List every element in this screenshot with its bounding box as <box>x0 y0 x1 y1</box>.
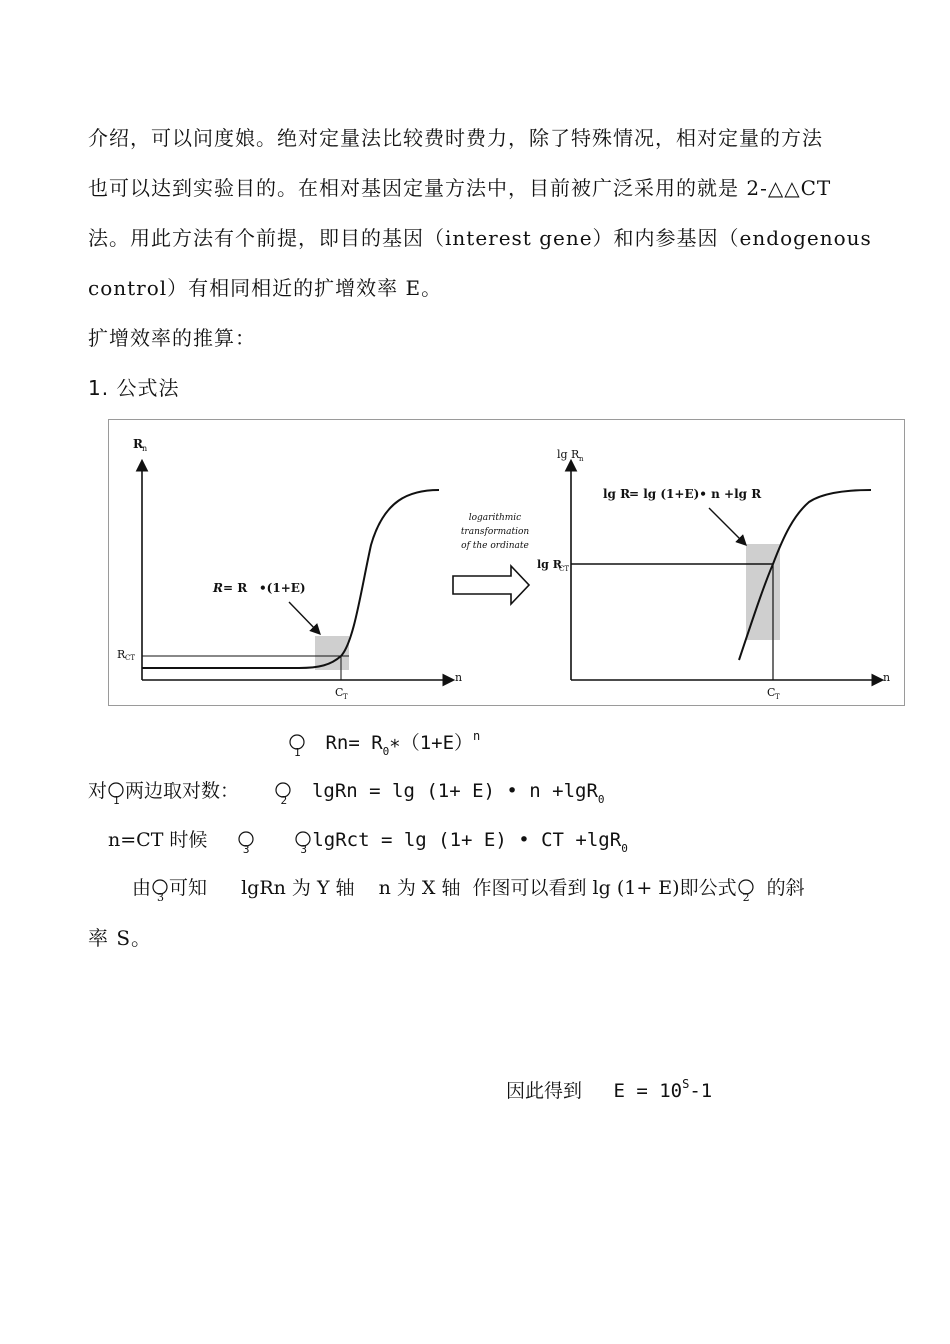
circled-marker-3a <box>237 829 255 856</box>
eq3-prefix: n=CT 时候 <box>108 829 208 851</box>
circled-marker-2b <box>274 780 292 807</box>
right-formula: lg R <box>603 487 631 501</box>
circled-marker-2a-num: 1 <box>113 794 120 807</box>
transform-arrow-icon <box>453 566 529 604</box>
circled-marker-2a <box>107 780 125 807</box>
left-formula: R <box>213 581 223 595</box>
left-amplification-curve <box>142 490 439 668</box>
equation-1 <box>288 728 480 758</box>
qpcr-figure <box>108 419 905 706</box>
note-1d: n 为 X 轴 <box>378 877 461 899</box>
left-rct-label: R <box>117 648 126 661</box>
left-ct-label: C <box>335 686 344 699</box>
right-axis-y-label-sub: n <box>579 455 584 463</box>
left-formula-tail: •(1+E) <box>259 581 306 595</box>
paragraph-line-2: 也可以达到实验目的。在相对基因定量方法中，目前被广泛采用的就是 2-△△CT <box>88 176 832 200</box>
left-x-label: n <box>455 671 463 684</box>
eq1-text: Rn= R <box>325 732 383 754</box>
eq1-sub: 0 <box>382 745 390 758</box>
qpcr-figure-svg <box>109 420 906 707</box>
paragraph-line-4: control）有相同相近的扩增效率 E。 <box>88 276 443 300</box>
circled-marker-note-a-num: 3 <box>157 891 165 904</box>
circled-marker-3b-num: 3 <box>300 843 307 856</box>
eq1-tail: ∗（1+E） <box>389 732 474 754</box>
eq3-sub: 0 <box>621 842 628 855</box>
circled-marker-3b <box>294 829 312 856</box>
circled-marker-note-b-num: 2 <box>742 891 750 904</box>
note-1e: 作图可以看到 lg (1+ E)即公式 <box>472 877 737 899</box>
final-equation <box>506 1076 712 1103</box>
eq2-mid: 两边取对数： <box>125 780 240 802</box>
final-sup: S <box>682 1077 690 1091</box>
right-ct-label-sub: T <box>775 693 780 701</box>
circled-marker-2b-num: 2 <box>280 794 288 807</box>
note-1f: 的斜 <box>766 877 805 899</box>
circled-marker-note-a <box>151 877 169 904</box>
note-1c: lgRn 为 Y 轴 <box>241 877 355 899</box>
paragraph-line-5: 扩增效率的推算： <box>88 326 256 350</box>
right-x-label: n <box>883 671 891 684</box>
eq2-sub: 0 <box>597 793 605 806</box>
arrow-caption-2: transformation <box>460 527 530 537</box>
note-1a: 由 <box>132 877 152 899</box>
equation-2 <box>88 776 605 806</box>
circled-marker-3a-num: 3 <box>242 843 250 856</box>
equation-3 <box>108 825 628 855</box>
left-formula-rest: = R <box>223 581 248 595</box>
circled-marker-1 <box>288 732 306 759</box>
left-axis-y-label: R <box>133 437 143 451</box>
left-ct-label-sub: T <box>343 693 348 701</box>
circled-marker-1-num: 1 <box>294 746 301 759</box>
left-pointer-arrow <box>289 602 319 633</box>
final-tail: -1 <box>689 1080 713 1102</box>
note-1b: 可知 <box>169 877 208 899</box>
right-axis-y-label: lg R <box>557 448 580 461</box>
right-formula-rest: = lg (1+E)• n +lg R <box>629 487 762 501</box>
right-pointer-arrow <box>709 508 745 544</box>
paragraph-line-1: 介绍，可以问度娘。绝对定量法比较费时费力，除了特殊情况，相对定量的方法 <box>88 126 823 150</box>
note-line-2: 率 S。 <box>88 926 153 950</box>
arrow-caption-3: of the ordinate <box>461 541 529 551</box>
paragraph-line-3: 法。用此方法有个前提，即目的基因（interest gene）和内参基因（endogenous <box>88 226 872 250</box>
eq2-prefix: 对 <box>88 780 108 802</box>
section-heading: 1. 公式法 <box>88 376 180 400</box>
note-line-1 <box>132 873 805 904</box>
arrow-caption-1: logarithmic <box>468 513 522 523</box>
final-text: E = 10 <box>613 1080 683 1102</box>
eq1-sup: n <box>473 729 481 743</box>
right-rct-label-sub: CT <box>559 565 570 573</box>
right-rct-label: lg R <box>537 558 562 571</box>
final-prefix: 因此得到 <box>506 1080 583 1102</box>
left-axis-y-label-sub: n <box>142 444 148 453</box>
eq2-text: lgRn = lg (1+ E) • n +lgR <box>311 780 598 802</box>
left-rct-label-sub: CT <box>125 654 136 662</box>
right-ct-label: C <box>767 686 776 699</box>
circled-marker-note-b <box>737 877 755 904</box>
eq3-text: lgRct = lg (1+ E) • CT +lgR <box>312 829 622 851</box>
